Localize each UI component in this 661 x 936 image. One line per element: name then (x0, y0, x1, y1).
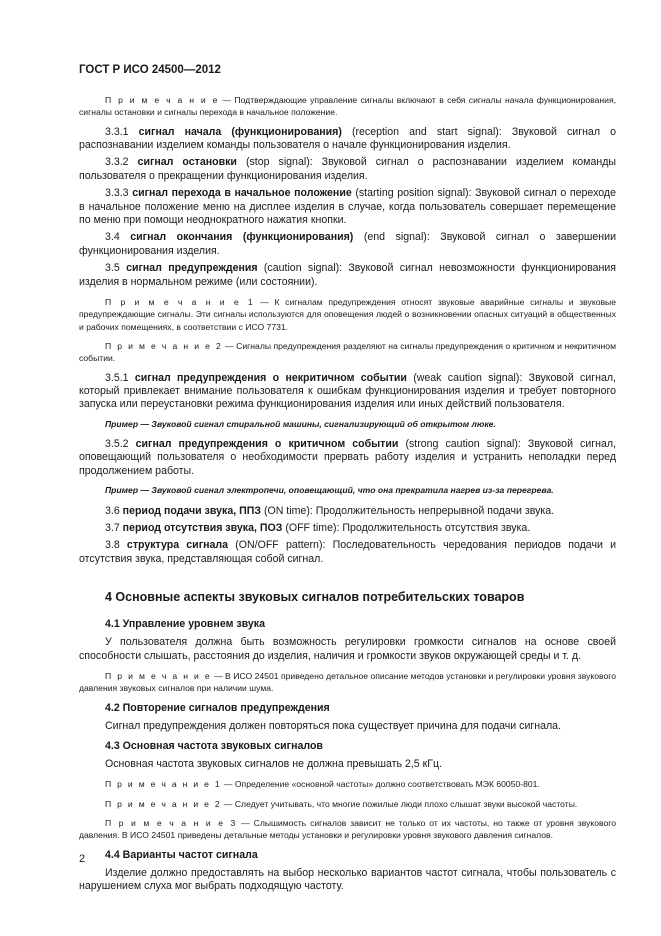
definition-3-3-2 (79, 156, 616, 183)
definition-text: (stop signal): Звуковой сигнал о распознавании изделием команды пользователя о прекращении функционирования изделия. (79, 156, 616, 182)
note-label: П р и м е ч а н и е (105, 95, 220, 105)
section-4-4-text: Изделие должно предоставлять на выбор несколько вариантов частот сигнала, чтобы пользователь с нарушением слуха мог выбрать подходящую частоту. (79, 866, 616, 893)
note-label: П р и м е ч а н и е 2 (105, 340, 223, 351)
note-text: — Подтверждающие управление сигналы включают в себя сигналы начала функционирования, сигналы остановки и сигналы перехода в начальное положение. (79, 95, 616, 118)
definition-3-3-3 (79, 187, 616, 227)
definition-term: сигнал окончания (функционирования) (130, 231, 354, 244)
definition-text: (OFF time): Продолжительность отсутствия звука. (282, 521, 531, 534)
section-4-title: 4 Основные аспекты звуковых сигналов потребительских товаров (105, 590, 525, 605)
definition-3-4 (79, 231, 616, 258)
definition-number: 3.7 (105, 521, 123, 534)
definition-text: (reception and start signal): Звуковой сигнал о распознавании изделием команды пользователя о начале функционирования изделия. (79, 125, 616, 151)
definition-term: сигнал предупреждения о критичном событии (135, 438, 399, 451)
example-washing-machine: Пример — Звуковой сигнал стиральной машины, сигнализирующий об открытом люке. (105, 418, 496, 429)
document-page (79, 64, 616, 900)
definition-number: 3.8 (105, 539, 127, 552)
section-4-3-text: Основная частота звуковых сигналов не должна превышать 2,5 кГц. (105, 758, 443, 771)
note-caution-2 (79, 340, 616, 365)
note-label: П р и м е ч а н и е 1 (105, 779, 222, 790)
definition-term: сигнал остановки (137, 156, 237, 169)
definition-text: (strong caution signal): Звуковой сигнал, оповещающий пользователя о необходимости прервать работу изделия и устранить неполадки перед продолжением работы. (79, 438, 616, 477)
definition-number: 3.6 (105, 504, 123, 517)
section-4-2-title: 4.2 Повторение сигналов предупреждения (105, 701, 330, 714)
example-oven: Пример — Звуковой сигнал электропечи, оповещающий, что она прекратила нагрев из-за перегрева. (105, 485, 554, 496)
note-text: — Слышимость сигналов зависит не только от их частоты, но также от уровня звукового давления. В ИСО 24501 приведены детальные методы установки и регулировки уровня звукового давления сигналов. (79, 818, 616, 841)
document-header: ГОСТ Р ИСО 24500—2012 (79, 64, 221, 76)
definition-term: сигнал перехода в начальное положение (132, 187, 352, 200)
definition-term: структура сигнала (126, 539, 229, 552)
note-sound-level (79, 670, 616, 695)
note-frequency-1 (79, 778, 616, 790)
page-number: 2 (79, 853, 86, 865)
note-caution-1 (79, 296, 616, 333)
definition-number: 3.3.2 (105, 156, 138, 169)
definition-number: 3.4 (105, 231, 131, 244)
definition-text: (ON/OFF pattern): Последовательность чередования периодов подачи и отсутствия звука, представляющая собой сигнал. (79, 539, 616, 565)
definition-text: (caution signal): Звуковой сигнал невозможности функционирования изделия в нормальном режиме (или состоянии). (79, 262, 616, 288)
definition-text: (end signal): Звуковой сигнал о завершении функционирования изделия. (79, 231, 616, 257)
note-label: П р и м е ч а н и е 1 (105, 297, 255, 308)
note-label: П р и м е ч а н и е 3 (105, 818, 238, 829)
definition-3-5 (79, 262, 616, 289)
note-text: — Определение «основной частоты» должно соответствовать МЭК 60050-801. (221, 779, 540, 790)
definition-term: сигнал предупреждения (126, 262, 258, 275)
note-label: П р и м е ч а н и е 2 (105, 798, 222, 809)
definition-3-3-1 (79, 126, 616, 153)
note-text: — В ИСО 24501 приведено детальное описание методов установки и регулировки уровня звукового давления звуковых сигналов при наличии шума. (79, 671, 616, 694)
note-frequency-2 (79, 798, 616, 810)
definition-term: сигнал предупреждения о некритичном событии (134, 371, 407, 384)
note-text: — Сигналы предупреждения разделяют на сигналы предупреждения о критичном и некритичном событии. (79, 340, 616, 364)
definition-number: 3.3.3 (105, 187, 133, 200)
note-confirmation-signals (79, 94, 616, 119)
section-4-1-title: 4.1 Управление уровнем звука (105, 618, 265, 631)
note-label: П р и м е ч а н и е (105, 671, 212, 682)
definition-3-5-1 (79, 372, 616, 412)
definition-3-5-2 (79, 438, 616, 478)
definition-number: 3.5 (105, 262, 127, 275)
definition-term: период подачи звука, ППЗ (122, 504, 261, 517)
definition-text: (ON time): Продолжительность непрерывной подачи звука. (261, 504, 555, 517)
note-text: — Следует учитывать, что многие пожилые люди плохо слышат звуки высокой частоты. (221, 798, 578, 809)
definition-number: 3.5.2 (105, 438, 136, 451)
section-4-3-title: 4.3 Основная частота звуковых сигналов (105, 740, 323, 753)
section-4-4-title: 4.4 Варианты частот сигнала (105, 848, 258, 861)
definition-number: 3.5.1 (105, 371, 135, 384)
section-4-2-text: Сигнал предупреждения должен повторяться пока существует причина для подачи сигнала. (105, 719, 562, 732)
definition-3-8 (79, 539, 616, 566)
definition-text: (weak caution signal): Звуковой сигнал, который привлекает внимание пользователя к ошибкам функционирования изделия и требует повторного запуска или переустановки режима функционирования изделия или иных действий пользователя. (79, 371, 616, 411)
definition-3-6 (79, 505, 616, 518)
note-frequency-3 (79, 817, 616, 842)
definition-text: (starting position signal): Звуковой сигнал о переходе в начальное положение меню на дисплее изделия в случае, когда пользователь совершает перемещение по меню при помощи неоднократного нажатия кнопки. (79, 187, 616, 227)
definition-3-7 (79, 522, 616, 535)
definition-term: период отсутствия звука, ПОЗ (122, 521, 283, 534)
section-4-1-text: У пользователя должна быть возможность регулировки громкости сигналов на основе своей способности слышать, расстояния до изделия, наличия и громкости звуков окружающей среды и т. д. (79, 636, 616, 662)
definition-term: сигнал начала (функционирования) (138, 125, 342, 138)
definition-number: 3.3.1 (105, 125, 139, 138)
note-text: — К сигналам предупреждения относят звуковые аварийные сигналы и звуковые предупреждающие сигналы. Эти сигналы используются для оповещения людей о возникновении опасных ситуаций в общественных и рабочих помещениях, в соответствии с ИСО 7731. (79, 297, 617, 332)
